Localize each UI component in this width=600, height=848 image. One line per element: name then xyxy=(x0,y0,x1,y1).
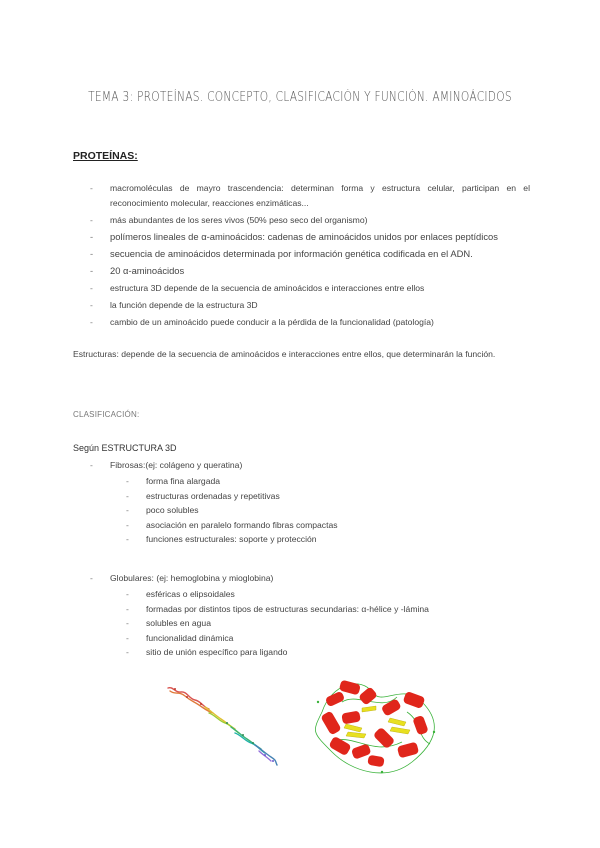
list-item: - estructuras ordenadas y repetitivas xyxy=(126,490,280,501)
fibrosas-label: - Fibrosas:(ej: colágeno y queratina) xyxy=(90,460,243,470)
page-title: TEMA 3: PROTEÍNAS. CONCEPTO, CLASIFICACIÓN Y FUNCIÓN. AMINOÁCIDOS xyxy=(88,90,512,105)
list-item: - sitio de unión específico para ligando xyxy=(126,647,288,657)
globular-protein-image xyxy=(312,672,442,777)
list-item: - formadas por distintos tipos de estructuras secundarias: α-hélice y -lámina xyxy=(126,603,429,614)
list-item: - solubles en agua xyxy=(126,618,211,628)
proteinas-list xyxy=(90,181,530,332)
list-item: - 20 α-aminoácidos xyxy=(90,264,185,276)
fibrous-protein-image xyxy=(165,683,280,768)
list-item: - macromoléculas de mayro trascendencia: determinan forma y estructura celular, participan en el reconocimiento molecular, reacciones enzimáticas... xyxy=(90,183,530,208)
list-item: - secuencia de aminoácidos determinada por información genética codificada en el ADN. xyxy=(90,247,473,259)
estructuras-paragraph: Estructuras: depende de la secuencia de aminoácidos e interacciones entre ellos, que determinarán la función. xyxy=(73,349,496,359)
list-item: - poco solubles xyxy=(126,505,199,515)
list-item: - funciones estructurales: soporte y protección xyxy=(126,534,317,544)
fibrosas-list xyxy=(126,474,338,547)
list-item: - asociación en paralelo formando fibras compactas xyxy=(126,519,338,530)
list-item: - cambio de un aminoácido puede conducir a la pérdida de la funcionalidad (patología) xyxy=(90,316,434,327)
list-item: - más abundantes de los seres vivos (50% peso seco del organismo) xyxy=(90,214,368,225)
list-item: - esféricas o elipsoidales xyxy=(126,589,235,599)
clasificacion-heading: CLASIFICACIÓN: xyxy=(73,410,140,419)
segun-estructura-label: Según ESTRUCTURA 3D xyxy=(73,443,177,453)
fibrosas-group xyxy=(90,458,243,473)
proteinas-heading: PROTEÍNAS: xyxy=(73,150,138,162)
list-item: - polímeros lineales de α-aminoácidos: cadenas de aminoácidos unidos por enlaces peptídicos xyxy=(90,230,498,242)
globulares-list xyxy=(126,587,429,660)
list-item: - la función depende de la estructura 3D xyxy=(90,299,258,310)
globulares-label: - Globulares: (ej: hemoglobina y mioglobina) xyxy=(90,573,274,583)
list-item: - estructura 3D depende de la secuencia de aminoácidos e interacciones entre ellos xyxy=(90,282,425,293)
list-item: - funcionalidad dinámica xyxy=(126,632,234,643)
globulares-group xyxy=(90,571,274,586)
list-item: - forma fina alargada xyxy=(126,476,221,486)
